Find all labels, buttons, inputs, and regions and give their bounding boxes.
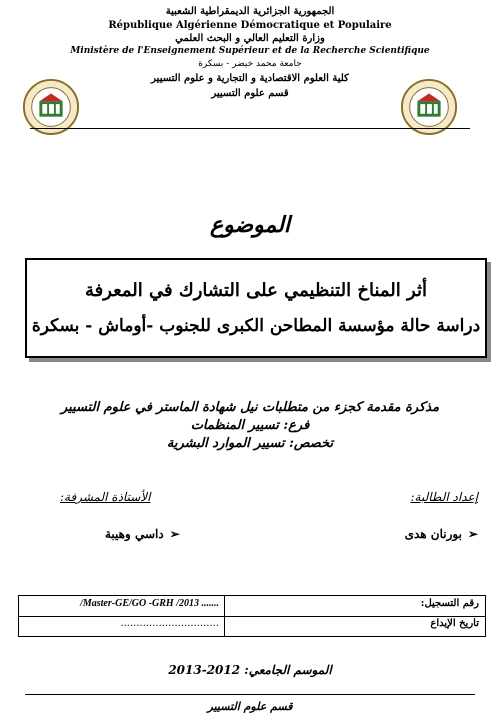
title-line-1: أثر المناخ التنظيمي على التشارك في المعرفة <box>85 280 427 301</box>
header-ministry-fr: Ministère de l'Enseignement Supérieur et de la Recherche Scientifique <box>70 46 430 56</box>
title-box <box>25 258 487 358</box>
memo-branch: فرع: تسيير المنظمات <box>190 418 310 433</box>
header-divider <box>30 128 470 129</box>
registration-table <box>18 595 486 637</box>
header-republic-fr: République Algérienne Démocratique et Populaire <box>108 20 392 31</box>
student-label: إعداد الطالبة: <box>410 490 478 504</box>
memo-specialty: تخصص: تسيير الموارد البشرية <box>166 436 334 451</box>
footer-department: قسم علوم التسيير <box>207 700 293 713</box>
header-department: قسم علوم التسيير <box>211 88 289 99</box>
registration-number-value: /Master-GE/GO -GRH /2013 ....... <box>80 598 219 609</box>
supervisor-label: الأستاذة المشرفة: <box>60 490 151 504</box>
university-logo-right <box>400 78 458 140</box>
subject-label: الموضوع <box>209 212 291 238</box>
arrow-bullet-icon: ➢ <box>467 527 478 541</box>
header-university: جامعة محمد خيضر - بسكرة <box>198 59 302 69</box>
student-name: بورنان هدى <box>404 527 462 541</box>
supervisor-name: داسي وهيبة <box>105 527 164 541</box>
supervisor-entry <box>105 527 180 541</box>
header-ministry-ar: وزارة التعليم العالي و البحث العلمي <box>175 33 325 44</box>
footer-divider <box>25 694 475 695</box>
deposit-date-label: تاريخ الإيداع <box>430 618 479 629</box>
university-logo-left <box>22 78 80 140</box>
title-line-2: دراسة حالة مؤسسة المطاحن الكبرى للجنوب -أوماش - بسكرة <box>31 316 481 336</box>
memo-line-1: مذكرة مقدمة كجزء من متطلبات نيل شهادة الماستر في علوم التسيير <box>60 400 440 415</box>
deposit-date-value: ............................... <box>120 618 219 629</box>
student-entry <box>405 527 478 541</box>
arrow-bullet-icon: ➢ <box>169 527 180 541</box>
registration-number-label: رقم التسجيل: <box>420 598 479 609</box>
header-faculty: كلية العلوم الاقتصادية و التجارية و علوم التسيير <box>151 73 349 84</box>
academic-year: الموسم الجامعي: 2012-2013 <box>168 663 332 677</box>
header-republic-ar: الجمهورية الجزائرية الديمقراطية الشعبية <box>165 6 335 17</box>
